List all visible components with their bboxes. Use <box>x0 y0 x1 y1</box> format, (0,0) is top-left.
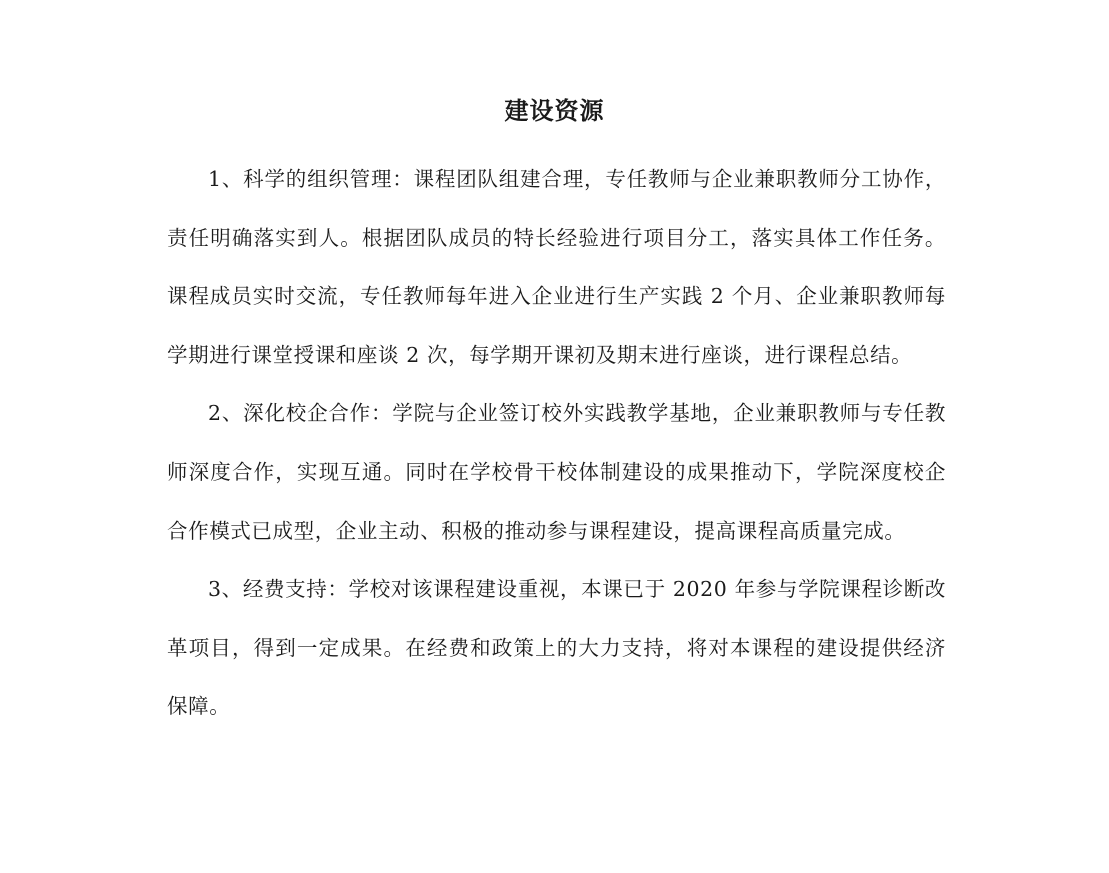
paragraph-organization-management: 1、科学的组织管理：课程团队组建合理，专任教师与企业兼职教师分工协作，责任明确落实到人。根据团队成员的特长经验进行项目分工，落实具体工作任务。课程成员实时交流，专任教师每年进入企业进行生产实践 2 个月、企业兼职教师每学期进行课堂授课和座谈 2 次，每学期开课初及期末进行座谈，进行课程总结。 <box>167 167 946 367</box>
paragraph-funding-support: 3、经费支持：学校对该课程建设重视，本课已于 2020 年参与学院课程诊断改革项目，得到一定成果。在经费和政策上的大力支持，将对本课程的建设提供经济保障。 <box>167 577 946 719</box>
document-title: 建设资源 <box>504 96 605 125</box>
document-body <box>167 150 946 736</box>
paragraph-school-enterprise-cooperation: 2、深化校企合作：学院与企业签订校外实践教学基地，企业兼职教师与专任教师深度合作，实现互通。同时在学校骨干校体制建设的成果推动下，学院深度校企合作模式已成型，企业主动、积极的推动参与课程建设，提高课程高质量完成。 <box>167 401 946 543</box>
